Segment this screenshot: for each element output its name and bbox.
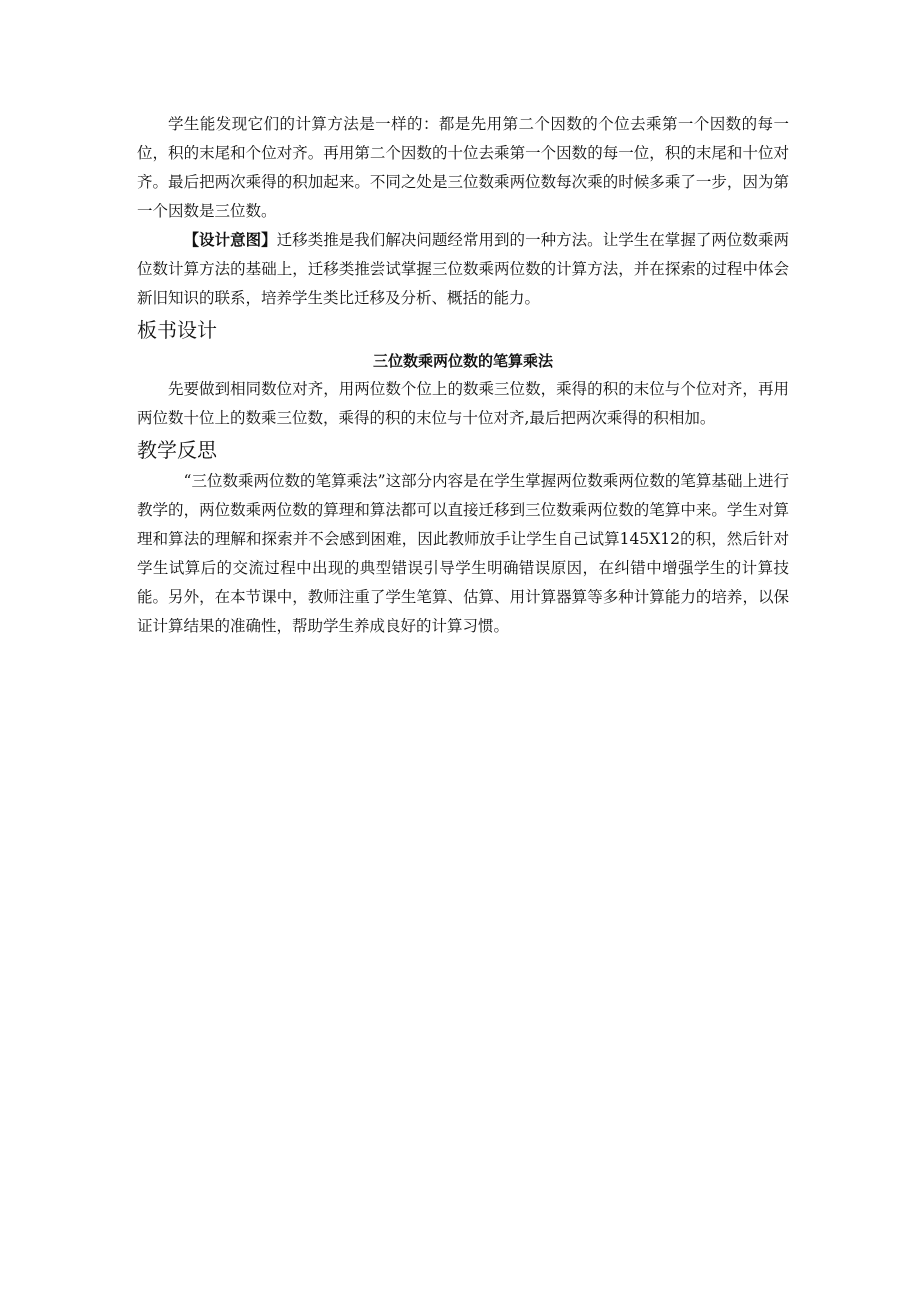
design-intent-label: 【设计意图】 — [183, 231, 277, 249]
board-design-heading: 板书设计 — [137, 318, 217, 342]
board-design-subheading: 三位数乘两位数的笔算乘法 — [372, 352, 553, 370]
document-page — [137, 110, 789, 641]
reflection-heading: 教学反思 — [137, 438, 217, 462]
design-intent-paragraph — [137, 226, 789, 313]
design-intent-text: 迁移类推是我们解决问题经常用到的一种方法。让学生在掌握了两位数乘两位数计算方法的基础上，迁移类推尝试掌握三位数乘两位数的计算方法，并在探索的过程中体会新旧知识的联系，培养学生类比迁移及分析、概括的能力。 — [137, 231, 789, 307]
intro-paragraph: 学生能发现它们的计算方法是一样的：都是先用第二个因数的个位去乘第一个因数的每一位，积的末尾和个位对齐。再用第二个因数的十位去乘第一个因数的每一位，积的末尾和十位对齐。最后把两次乘得的积加起来。不同之处是三位数乘两位数每次乘的时候多乘了一步，因为第一个因数是三位数。 — [137, 115, 789, 220]
board-design-paragraph: 先要做到相同数位对齐，用两位数个位上的数乘三位数，乘得的积的末位与个位对齐，再用两位数十位上的数乘三位数，乘得的积的末位与十位对齐,最后把两次乘得的积相加。 — [137, 380, 789, 427]
reflection-paragraph: “三位数乘两位数的笔算乘法”这部分内容是在学生掌握两位数乘两位数的笔算基础上进行教学的，两位数乘两位数的算理和算法都可以直接迁移到三位数乘两位数的笔算中来。学生对算理和算法的理解和探索并不会感到困难，因此教师放手让学生自己试算145X12的积，然后针对学生试算后的交流过程中出现的典型错误引导学生明确错误原因，在纠错中增强学生的计算技能。另外，在本节课中，教师注重了学生笔算、估算、用计算器算等多种计算能力的培养，以保证计算结果的准确性，帮助学生养成良好的计算习惯。 — [137, 472, 789, 635]
